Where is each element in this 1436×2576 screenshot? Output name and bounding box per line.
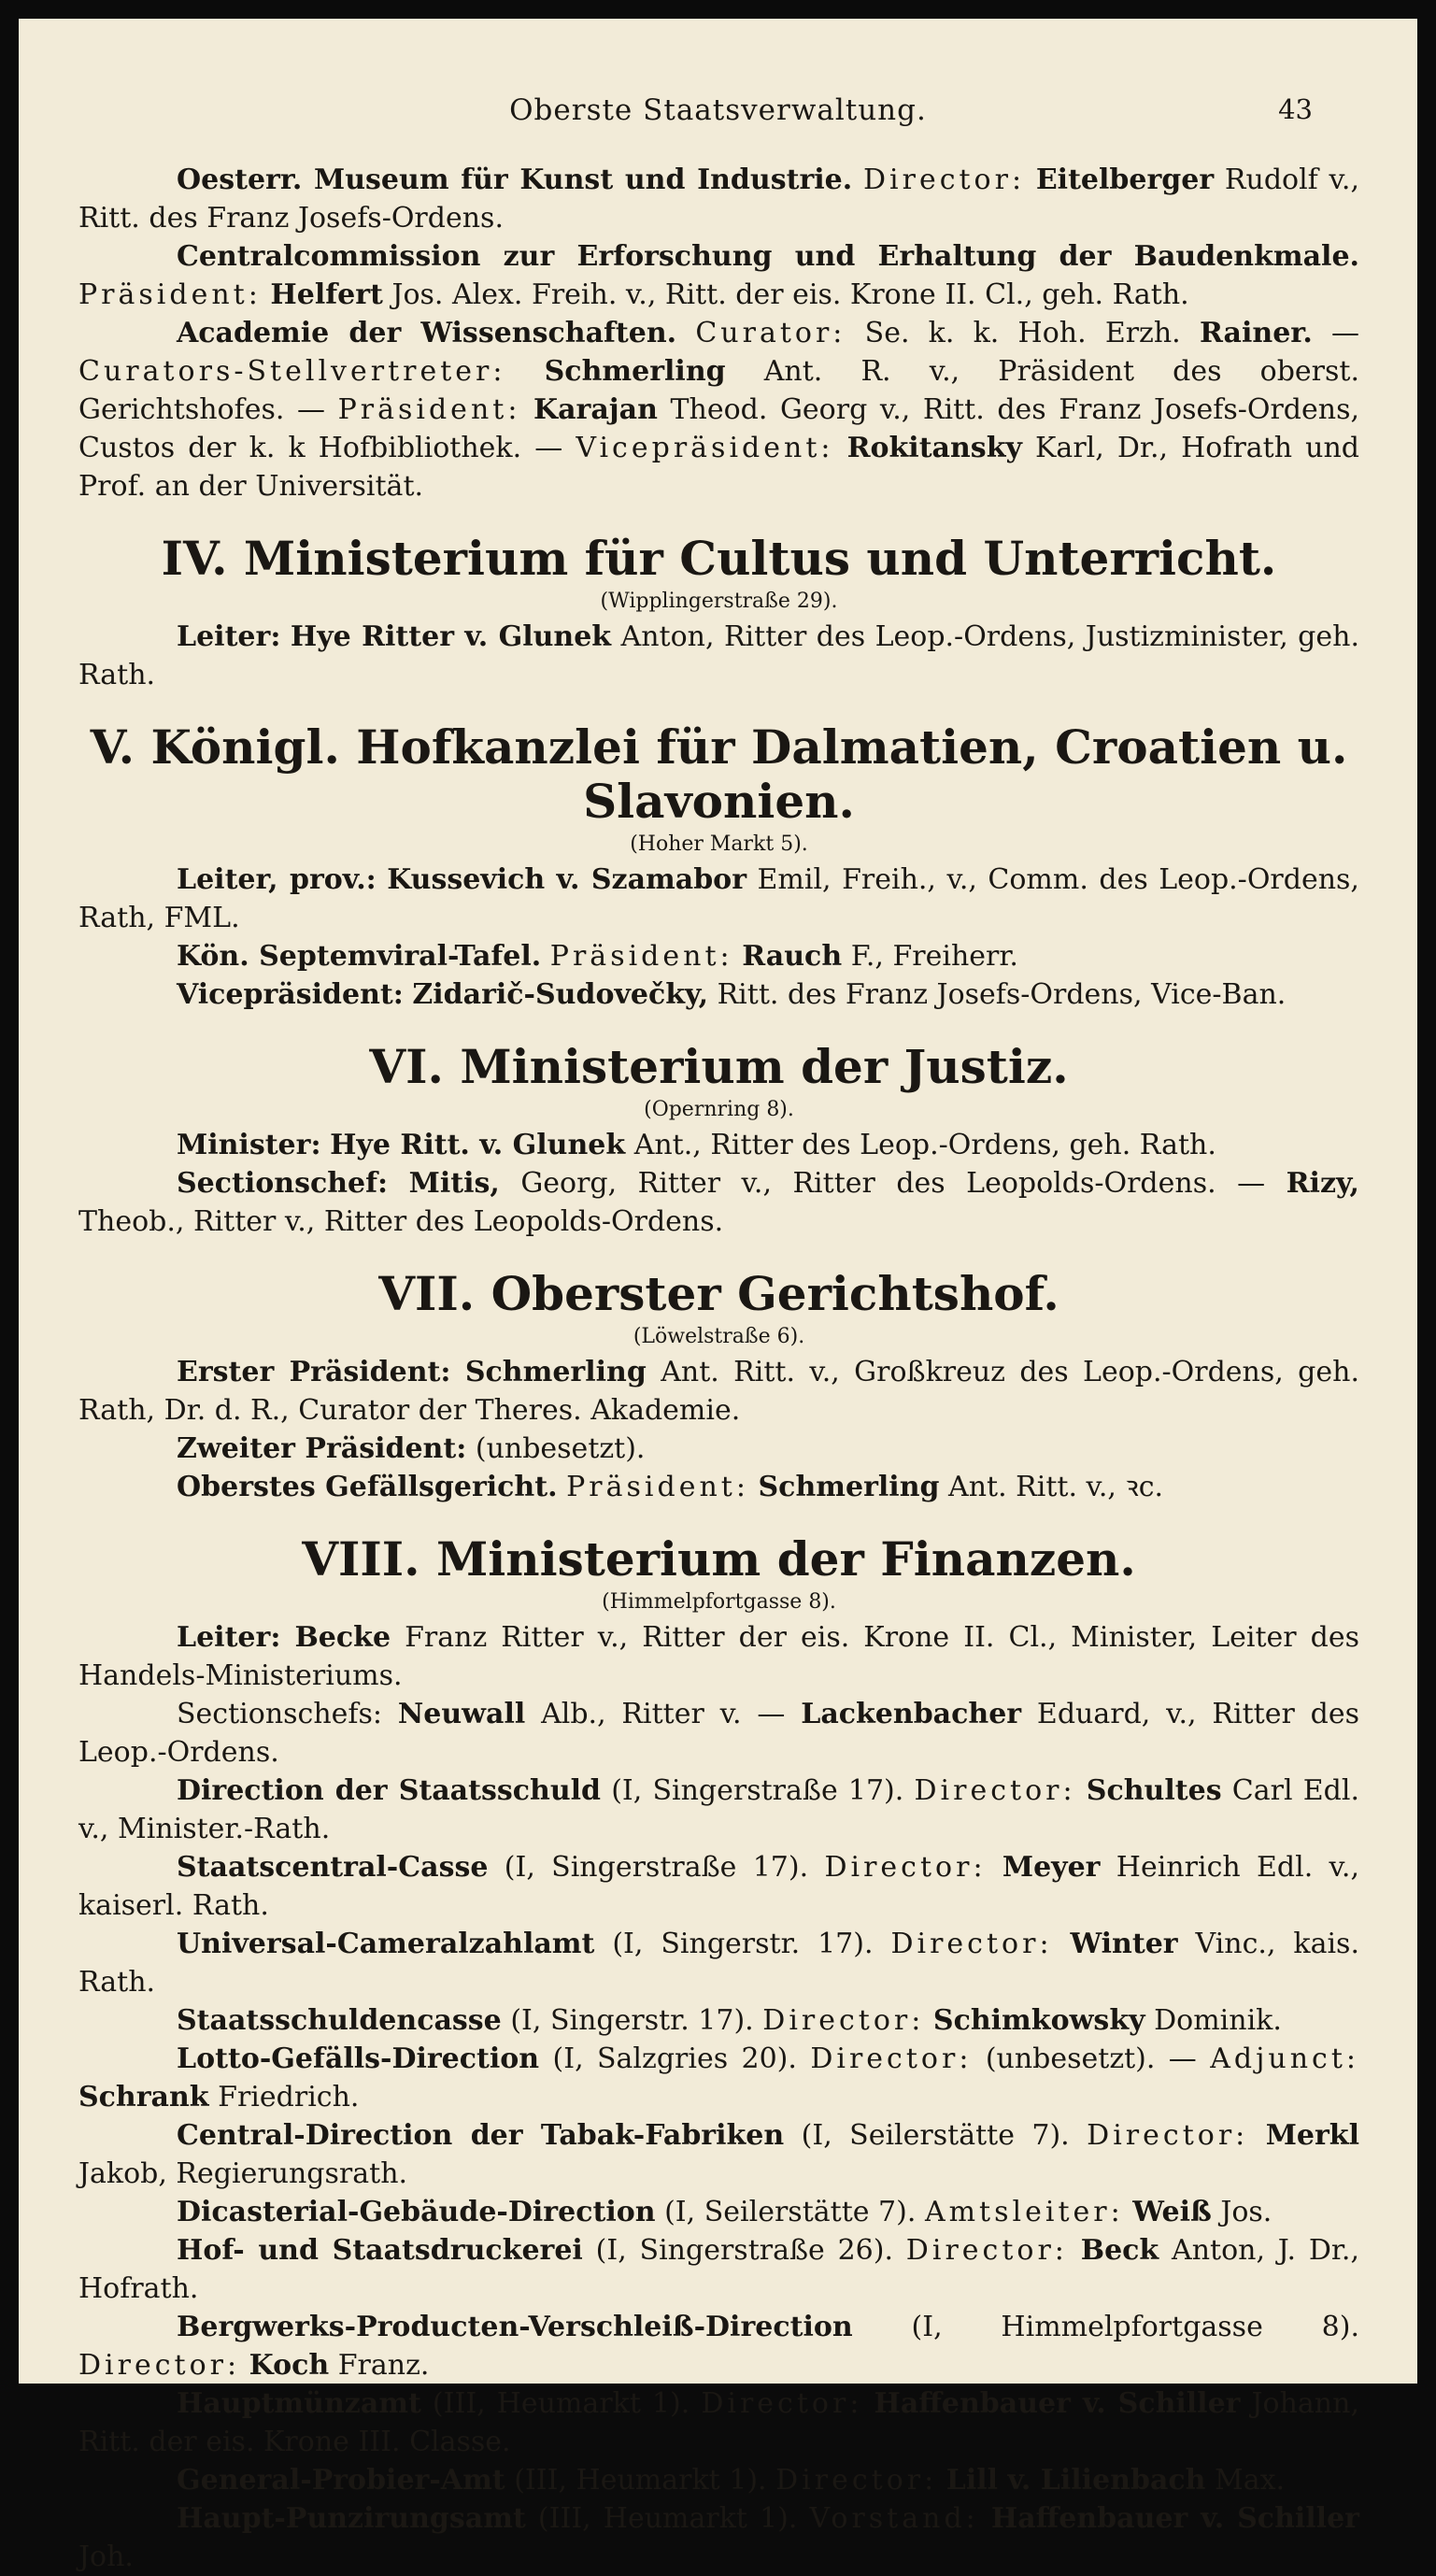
spaced-label: Präsident:: [337, 393, 521, 426]
bold-run: Erster Präsident:: [177, 1356, 451, 1388]
text-run: Jos. Alex. Freih. v., Ritt. der eis. Krone II. Cl., geh. Rath.: [391, 278, 1189, 311]
text-run: Theod. Georg v., Ritt. des Franz Josefs-Ordens, Custos der k. k Hofbibliothek. —: [78, 393, 1360, 464]
intro-entry: [78, 314, 1359, 505]
text-run: Rudolf v., Ritt. des Franz Josefs-Ordens.: [78, 164, 1359, 235]
text-run: (I, Seilerstätte 7).: [664, 2196, 917, 2228]
section-entry: [78, 2461, 1359, 2499]
section-entry: [78, 1772, 1359, 1848]
text-run: Sectionschefs:: [177, 1698, 383, 1730]
text-run: Heinrich Edl. v., kaiserl. Rath.: [78, 1851, 1359, 1922]
text-run: Ant. R. v., Präsident des oberst. Gerichtshofes. —: [78, 355, 1359, 426]
running-title: Oberste Staatsverwaltung.: [509, 93, 927, 127]
text-run: (III, Heumarkt 1).: [537, 2502, 798, 2535]
spaced-label: Präsident:: [78, 278, 262, 311]
spaced-label: Adjunct:: [1210, 2042, 1359, 2075]
text-run: (unbesetzt). —: [985, 2042, 1197, 2075]
text-run: (I, Singerstraße 26).: [595, 2234, 893, 2267]
spaced-label: Director:: [78, 2349, 241, 2382]
bold-run: Meyer: [1002, 1851, 1101, 1884]
section-entry: [78, 1695, 1359, 1772]
section-entry: [78, 2116, 1359, 2193]
spaced-label: Präsident:: [566, 1471, 749, 1503]
text-run: (I, Salzgries 20).: [552, 2042, 797, 2075]
section-heading: VI. Ministerium der Justiz.: [369, 1039, 1069, 1094]
spaced-label: Director:: [890, 1928, 1053, 1960]
bold-run: Rauch: [742, 940, 843, 973]
text-run: Vinc., kais. Rath.: [78, 1928, 1359, 1999]
section-address: (Hoher Markt 5).: [630, 833, 808, 856]
bold-run: Hauptmünzamt: [177, 2387, 421, 2420]
text-run: (I, Seilerstätte 7).: [801, 2119, 1070, 2152]
bold-run: Centralcommission zur Erforschung und Erhaltung der Baudenkmale.: [177, 240, 1359, 273]
text-run: F., Freiherr.: [850, 940, 1018, 973]
bold-run: Helfert: [270, 278, 383, 311]
section-entry: [78, 1430, 1359, 1468]
bold-run: Bergwerks-Producten-Verschleiß-Direction: [177, 2311, 853, 2343]
spaced-label: Director:: [701, 2387, 863, 2420]
section-entry: [78, 1618, 1359, 1695]
text-run: Ant. Ritt. v., ꝛc.: [948, 1471, 1164, 1503]
bold-run: Schimkowsky: [932, 2004, 1145, 2037]
bold-run: Sectionschef:: [177, 1167, 389, 1200]
bold-run: Schultes: [1086, 1774, 1222, 1807]
spaced-label: Director:: [775, 2464, 938, 2497]
bold-run: Neuwall: [397, 1698, 526, 1730]
text-run: Anton, J. Dr., Hofrath.: [78, 2234, 1359, 2305]
section-entry: [78, 618, 1359, 694]
section-entry: [78, 2231, 1359, 2308]
spaced-label: Curator:: [695, 317, 846, 349]
section-heading: VIII. Ministerium der Finanzen.: [302, 1531, 1136, 1587]
bold-run: Schmerling: [758, 1471, 940, 1503]
bold-run: Haffenbauer v. Schiller: [990, 2502, 1359, 2535]
section-entry: [78, 2001, 1359, 2040]
text-run: Max.: [1215, 2464, 1286, 2497]
bold-run: Zweiter Präsident:: [177, 1432, 467, 1465]
text-run: Jos.: [1220, 2196, 1272, 2228]
bold-run: Schmerling: [544, 355, 726, 388]
text-run: (III, Heumarkt 1).: [432, 2387, 690, 2420]
text-run: (III, Heumarkt 1).: [514, 2464, 767, 2497]
spaced-label: Director:: [762, 2004, 925, 2037]
bold-run: Staatsschuldencasse: [177, 2004, 502, 2037]
text-run: (I, Singerstr. 17).: [612, 1928, 874, 1960]
section-entry: [78, 2193, 1359, 2231]
bold-run: Rainer.: [1199, 317, 1313, 349]
bold-run: Becke: [294, 1621, 391, 1654]
bold-run: Lackenbacher: [801, 1698, 1022, 1730]
bold-run: Vicepräsident:: [177, 978, 404, 1011]
bold-run: Leiter:: [177, 620, 281, 653]
bold-run: Koch: [249, 2349, 330, 2382]
section-heading: V. Königl. Hofkanzlei für Dalmatien, Croatien u. Slavonien.: [90, 719, 1348, 829]
book-page: [19, 19, 1417, 2573]
bold-run: Hye Ritter v. Glunek: [290, 620, 612, 653]
text-run: Georg, Ritter v., Ritter des Leopolds-Ordens. —: [520, 1167, 1266, 1200]
section-entry: [78, 2499, 1359, 2576]
bold-run: General-Probier-Amt: [177, 2464, 505, 2497]
text-run: (I, Himmelpfortgasse 8).: [911, 2311, 1359, 2343]
bold-run: Oesterr. Museum für Kunst und Industrie.: [177, 164, 853, 196]
page-number: 43: [1278, 93, 1313, 125]
spaced-label: Director:: [914, 1774, 1076, 1807]
text-run: Dominik.: [1154, 2004, 1282, 2037]
text-run: Anton, Ritter des Leop.-Ordens, Justizminister, geh. Rath.: [78, 620, 1359, 691]
bold-run: Schmerling: [464, 1356, 647, 1388]
text-run: Jakob, Regierungsrath.: [78, 2157, 408, 2190]
bold-run: Rokitansky: [846, 432, 1022, 464]
text-run: (I, Singerstr. 17).: [510, 2004, 754, 2037]
section-entry: [78, 1468, 1359, 1506]
text-run: Joh.: [78, 2540, 134, 2573]
text-run: Ant., Ritter des Leop.-Ordens, geh. Rath.: [633, 1129, 1216, 1161]
section-address: (Wipplingerstraße 29).: [600, 590, 838, 613]
section-address: (Himmelpfortgasse 8).: [602, 1590, 836, 1614]
text-run: Franz.: [337, 2349, 430, 2382]
section-entry: [78, 1164, 1359, 1241]
text-run: Eduard, v., Ritter des Leop.-Ordens.: [78, 1698, 1359, 1769]
bold-run: Hye Ritt. v. Glunek: [330, 1129, 626, 1161]
bold-run: Central-Direction der Tabak-Fabriken: [177, 2119, 785, 2152]
text-run: Alb., Ritter v. —: [541, 1698, 786, 1730]
bold-run: Lotto-Gefälls-Direction: [177, 2042, 540, 2075]
text-run: Emil, Freih., v., Comm. des Leop.-Ordens, Rath, FML.: [78, 863, 1359, 934]
bold-run: Zidarič-Sudovečky,: [412, 978, 709, 1011]
bold-run: Rizy,: [1286, 1167, 1359, 1200]
bold-run: Weiß: [1132, 2196, 1212, 2228]
section-entry: [78, 1353, 1359, 1430]
section-entry: [78, 861, 1359, 937]
text-run: Friedrich.: [218, 2081, 360, 2113]
bold-run: Lill v. Lilienbach: [945, 2464, 1206, 2497]
spaced-label: Director:: [1087, 2119, 1249, 2152]
text-run: Ant. Ritt. v., Großkreuz des Leop.-Ordens, geh. Rath, Dr. d. R., Curator der Theres. Akademie.: [78, 1356, 1359, 1427]
bold-run: Leiter:: [177, 1621, 281, 1654]
section-address: (Opernring 8).: [644, 1098, 794, 1121]
bold-run: Karajan: [533, 393, 658, 426]
text-run: Karl, Dr., Hofrath und Prof. an der Universität.: [78, 432, 1359, 503]
intro-entry: [78, 237, 1359, 314]
spaced-label: Director:: [862, 164, 1026, 196]
intro-entry: [78, 161, 1359, 237]
spaced-label: Director:: [810, 2042, 973, 2075]
bold-run: Leiter, prov.:: [177, 863, 377, 896]
text-run: Ritt. des Franz Josefs-Ordens, Vice-Ban.: [717, 978, 1287, 1011]
bold-run: Haupt-Punzirungsamt: [177, 2502, 526, 2535]
text-run: —: [1331, 317, 1360, 349]
bold-run: Dicasterial-Gebäude-Direction: [177, 2196, 656, 2228]
spaced-label: Director:: [905, 2234, 1068, 2267]
bold-run: Staatscentral-Casse: [177, 1851, 489, 1884]
text-run: Carl Edl. v., Minister.-Rath.: [78, 1774, 1359, 1845]
text-run: Se. k. k. Hoh. Erzh.: [864, 317, 1181, 349]
section-entry: [78, 2308, 1359, 2384]
section-entry: [78, 1848, 1359, 1925]
text-run: (I, Singerstraße 17).: [504, 1851, 809, 1884]
section-entry: [78, 937, 1359, 975]
bold-run: Mitis,: [408, 1167, 500, 1200]
bold-run: Kussevich v. Szamabor: [387, 863, 746, 896]
text-run: (I, Singerstraße 17).: [611, 1774, 904, 1807]
text-run: (unbesetzt).: [475, 1432, 646, 1465]
bold-run: Academie der Wissenschaften.: [177, 317, 677, 349]
spaced-label: Director:: [824, 1851, 987, 1884]
spaced-label: Präsident:: [549, 940, 733, 973]
section-heading: VII. Oberster Gerichtshof.: [378, 1266, 1059, 1321]
section-entry: [78, 2040, 1359, 2116]
bold-run: Winter: [1070, 1928, 1178, 1960]
spaced-label: Vicepräsident:: [576, 432, 834, 464]
bold-run: Minister:: [177, 1129, 321, 1161]
text-run: Theob., Ritter v., Ritter des Leopolds-Ordens.: [78, 1205, 724, 1238]
section-entry: [78, 975, 1359, 1014]
bold-run: Oberstes Gefällsgericht.: [177, 1471, 558, 1503]
bold-run: Hof- und Staatsdruckerei: [177, 2234, 583, 2267]
page-body: [78, 161, 1359, 2576]
section-heading: IV. Ministerium für Cultus und Unterricht.: [161, 531, 1277, 586]
section-address: (Löwelstraße 6).: [633, 1325, 805, 1348]
bold-run: Schrank: [78, 2081, 209, 2113]
section-entry: [78, 2384, 1359, 2461]
bold-run: Kön. Septemviral-Tafel.: [177, 940, 542, 973]
section-entry: [78, 1126, 1359, 1164]
text-run: Johann, Ritt. der eis. Krone III. Classe.: [78, 2387, 1359, 2458]
running-header: [19, 93, 1417, 131]
bold-run: Haffenbauer v. Schiller: [874, 2387, 1241, 2420]
section-entry: [78, 1925, 1359, 2001]
bold-run: Eitelberger: [1035, 164, 1215, 196]
spaced-label: Curators-Stellvertreter:: [78, 355, 506, 388]
spaced-label: Vorstand:: [809, 2502, 979, 2535]
text-run: Franz Ritter v., Ritter der eis. Krone II. Cl., Minister, Leiter des Handels-Ministeriums.: [78, 1621, 1360, 1692]
bold-run: Beck: [1080, 2234, 1159, 2267]
bold-run: Universal-Cameralzahlamt: [177, 1928, 595, 1960]
bold-run: Merkl: [1265, 2119, 1359, 2152]
bold-run: Direction der Staatsschuld: [177, 1774, 601, 1807]
spaced-label: Amtsleiter:: [924, 2196, 1124, 2228]
